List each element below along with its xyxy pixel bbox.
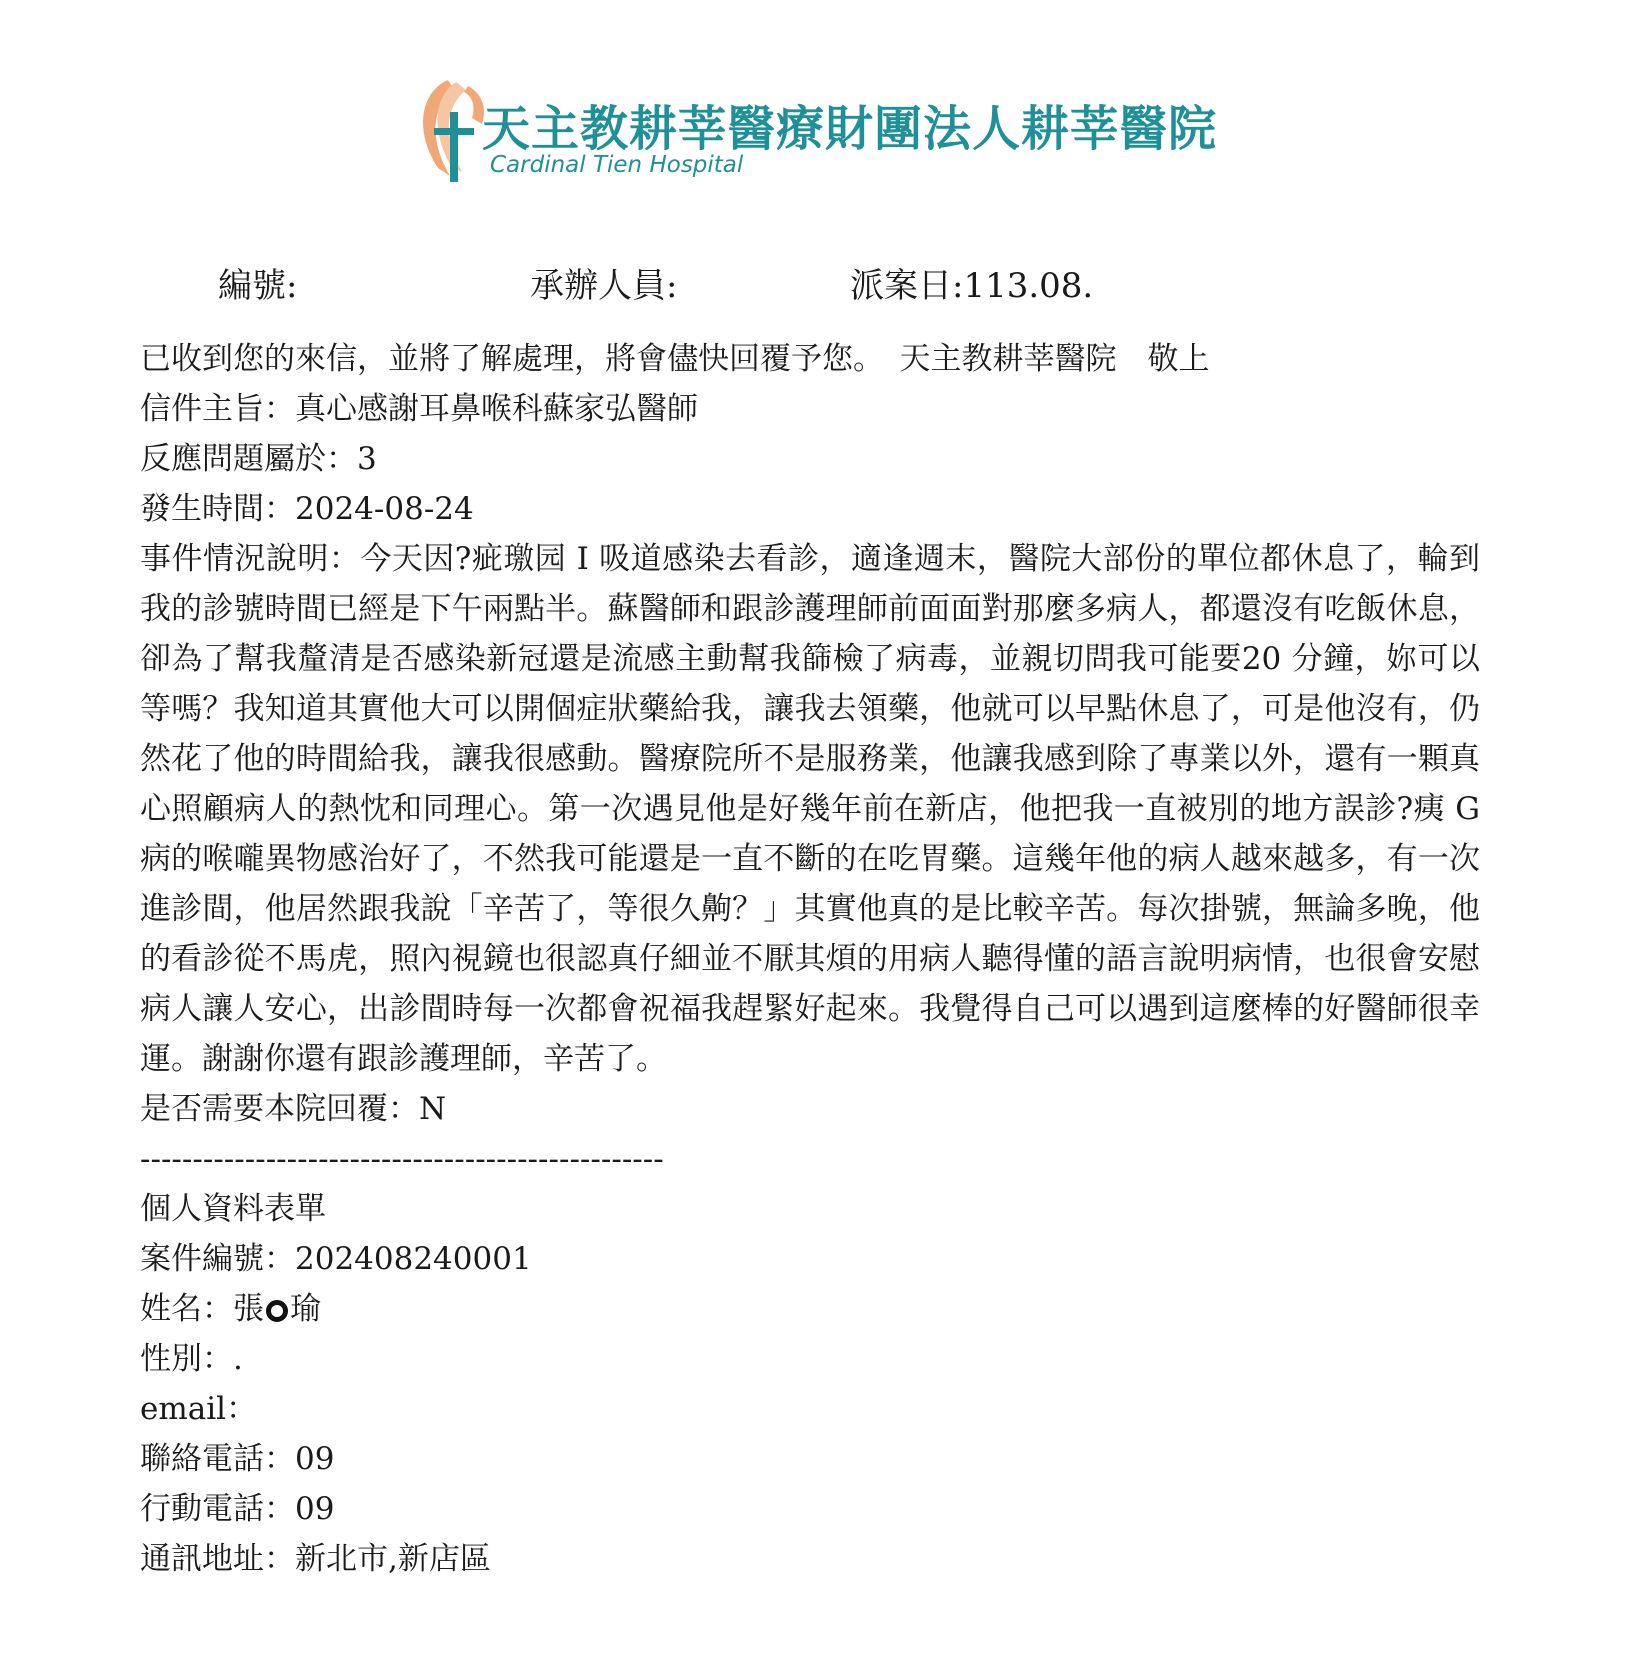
name-prefix: 姓名：張 [140, 1291, 264, 1327]
form-title: 個人資料表單 [140, 1191, 326, 1227]
number-label: 編號: [218, 266, 298, 306]
email-line: email： [140, 1391, 258, 1427]
mobile-line: 行動電話：09 [140, 1491, 335, 1527]
occurred-line: 發生時間：2024-08-24 [140, 491, 474, 527]
letter-body [140, 334, 1480, 1584]
need-reply-line: 是否需要本院回覆：N [140, 1091, 447, 1127]
dispatch-date: 派案日:113.08. [850, 266, 1094, 306]
category-line: 反應問題屬於：3 [140, 441, 377, 477]
redaction-circle-icon [266, 1300, 288, 1322]
divider: -------------------------------------------------- [140, 1141, 664, 1177]
name-line [140, 1284, 1480, 1334]
address-line: 通訊地址：新北市,新店區 [140, 1541, 491, 1577]
case-header [0, 258, 1637, 308]
hospital-name-en: Cardinal Tien Hospital [490, 152, 744, 178]
phone-line: 聯絡電話：09 [140, 1441, 335, 1477]
name-suffix: 瑜 [290, 1291, 321, 1327]
case-number-line: 案件編號：202408240001 [140, 1241, 532, 1277]
event-description: 事件情況說明：今天因?疵璬园 I 吸道感染去看診，適逢週末，醫院大部份的單位都休息了，輪到我的診號時間已經是下午兩點半。蘇醫師和跟診護理師前面面對那麼多病人，都還沒有吃飯休息，卻為了幫我釐清是否感染新冠還是流感主動幫我篩檢了病毒，並親切問我可能要20 分鐘，妳可以等嗎？我知道其實他大可以開個症狀藥給我，讓我去領藥，他就可以早點休息了，可是他沒有，仍然花了他的時間給我，讓我很感動。醫療院所不是服務業，他讓我感到除了專業以外，還有一顆真心照顧病人的熱忱和同理心。第一次遇見他是好幾年前在新店，他把我一直被別的地方誤診?痍 G 病的喉嚨異物感治好了，不然我可能還是一直不斷的在吃胃藥。這幾年他的病人越來越多，有一次進診間，他居然跟我說「辛苦了，等很久齁？」其實他真的是比較辛苦。每次掛號，無論多晚，他的看診從不馬虎，照內視鏡也很認真仔細並不厭其煩的用病人聽得懂的語言說明病情，也很會安慰病人讓人安心，出診間時每一次都會祝福我趕緊好起來。我覺得自己可以遇到這麼棒的好醫師很幸運。謝謝你還有跟診護理師，辛苦了。 [140, 541, 1480, 1077]
subject-line: 信件主旨：真心感謝耳鼻喉科蘇家弘醫師 [140, 391, 698, 427]
gender-line: 性別：. [140, 1341, 243, 1377]
hospital-name-zh: 天主教耕莘醫療財團法人耕莘醫院 [482, 101, 1218, 157]
handler-label: 承辦人員: [530, 266, 678, 306]
acknowledgement: 已收到您的來信，並將了解處理，將會儘快回覆予您。 天主教耕莘醫院 敬上 [140, 341, 1210, 377]
hospital-logo [410, 72, 1218, 192]
